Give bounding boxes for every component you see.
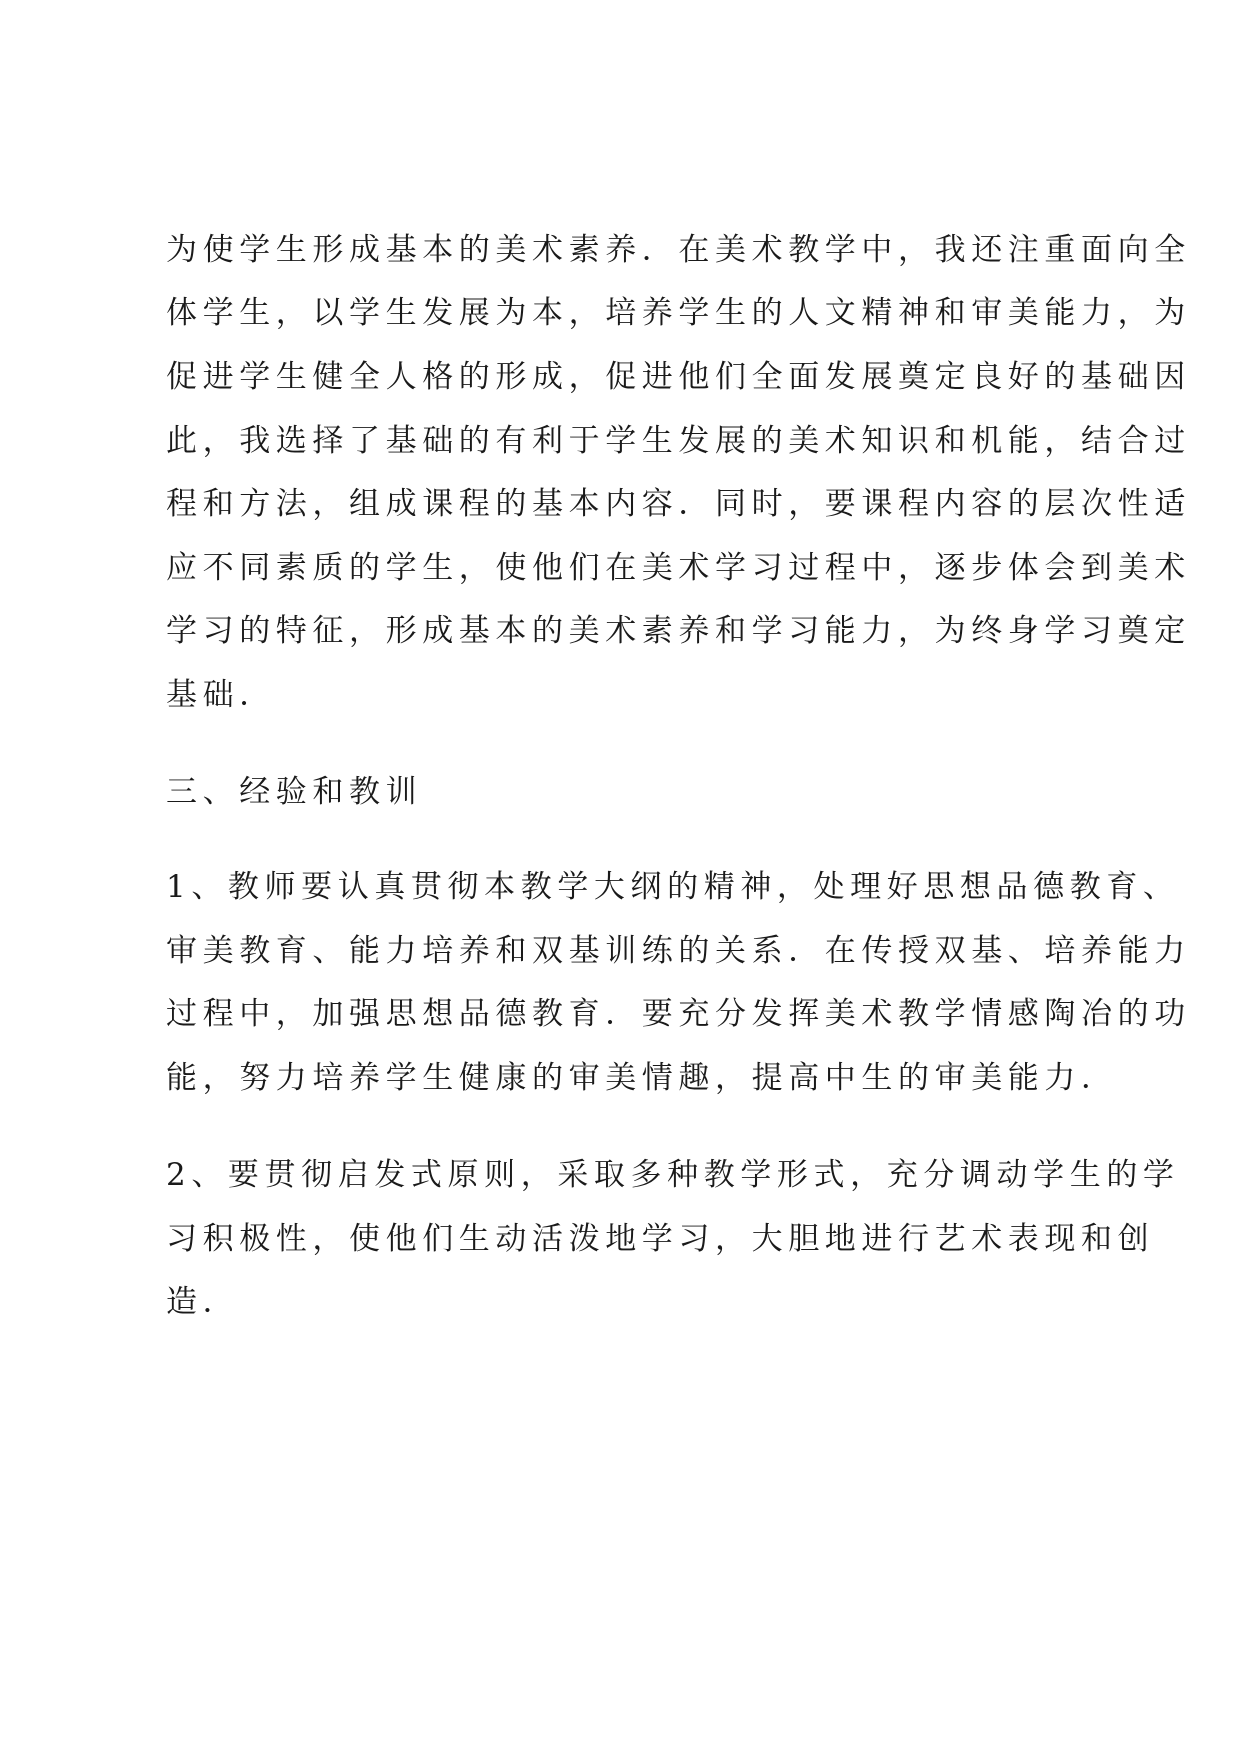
text-line: 造． [166,1284,240,1320]
text-line: 能，努力培养学生健康的审美情趣，提高中生的审美能力． [166,1060,1118,1096]
text-line: 审美教育、能力培养和双基训练的关系．在传授双基、培养能力 [166,933,1191,969]
text-line: 2、要贯彻启发式原则，采取多种教学形式，充分调动学生的学 [166,1157,1180,1193]
text-line: 此，我选择了基础的有利于学生发展的美术知识和机能，结合过 [166,423,1191,459]
text-line: 习积极性，使他们生动活泼地学习，大胆地进行艺术表现和创 [166,1221,1155,1257]
text-line: 学习的特征，形成基本的美术素养和学习能力，为终身学习奠定 [166,613,1191,649]
text-line: 过程中，加强思想品德教育．要充分发挥美术教学情感陶冶的功 [166,996,1191,1032]
text-line: 应不同素质的学生，使他们在美术学习过程中，逐步体会到美术 [166,550,1191,586]
text-line: 为使学生形成基本的美术素养．在美术教学中，我还注重面向全 [166,232,1191,268]
section-heading: 三、经验和教训 [166,774,423,810]
text-line: 1、教师要认真贯彻本教学大纲的精神，处理好思想品德教育、 [166,869,1180,905]
text-line: 程和方法，组成课程的基本内容．同时，要课程内容的层次性适 [166,486,1191,522]
text-line: 促进学生健全人格的形成，促进他们全面发展奠定良好的基础因 [166,359,1191,395]
text-line: 基础． [166,677,276,713]
text-line: 体学生，以学生发展为本，培养学生的人文精神和审美能力，为 [166,295,1191,331]
